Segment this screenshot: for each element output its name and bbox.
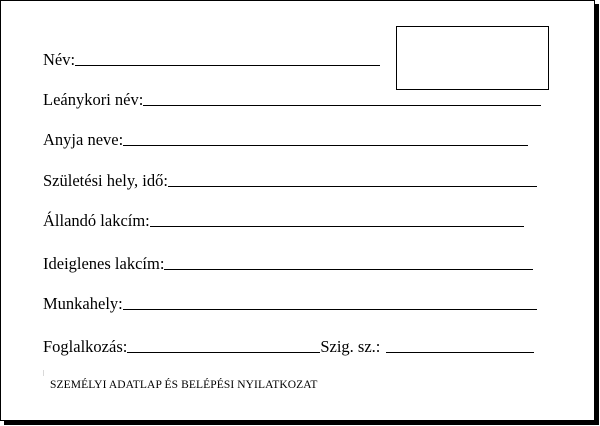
- name-label: Név:: [43, 50, 76, 69]
- name-field[interactable]: [75, 65, 380, 66]
- permanent-address-field[interactable]: [150, 226, 524, 227]
- birth-place-date-label: Születési hely, idő:: [43, 171, 168, 190]
- maiden-name-label: Leánykori név:: [43, 90, 144, 109]
- permanent-address-label: Állandó lakcím:: [43, 211, 150, 230]
- form-title: SZEMÉLYI ADATLAP ÉS BELÉPÉSI NYILATKOZAT: [50, 379, 318, 391]
- temporary-address-row: [43, 249, 533, 273]
- decorative-tick: [43, 370, 44, 376]
- permanent-address-row: [43, 206, 524, 230]
- maiden-name-field[interactable]: [143, 105, 541, 106]
- workplace-label: Munkahely:: [43, 294, 123, 313]
- maiden-name-row: [43, 85, 541, 109]
- temporary-address-label: Ideiglenes lakcím:: [43, 254, 165, 273]
- name-row: [43, 45, 380, 69]
- workplace-field[interactable]: [123, 309, 537, 310]
- card-shadow-right: [595, 4, 599, 425]
- temporary-address-field[interactable]: [164, 269, 533, 270]
- card-shadow-bottom: [4, 421, 599, 425]
- id-number-label: Szig. sz.:: [320, 337, 381, 356]
- occupation-label: Foglalkozás:: [43, 337, 128, 356]
- occupation-field[interactable]: [127, 352, 320, 353]
- birth-place-date-row: [43, 166, 537, 190]
- occupation-id-row: [43, 332, 534, 356]
- photo-box: [396, 26, 549, 90]
- mother-name-field[interactable]: [123, 145, 528, 146]
- workplace-row: [43, 289, 537, 313]
- mother-name-row: [43, 125, 528, 149]
- birth-place-date-field[interactable]: [168, 186, 537, 187]
- id-number-field[interactable]: [386, 352, 534, 353]
- mother-name-label: Anyja neve:: [43, 130, 124, 149]
